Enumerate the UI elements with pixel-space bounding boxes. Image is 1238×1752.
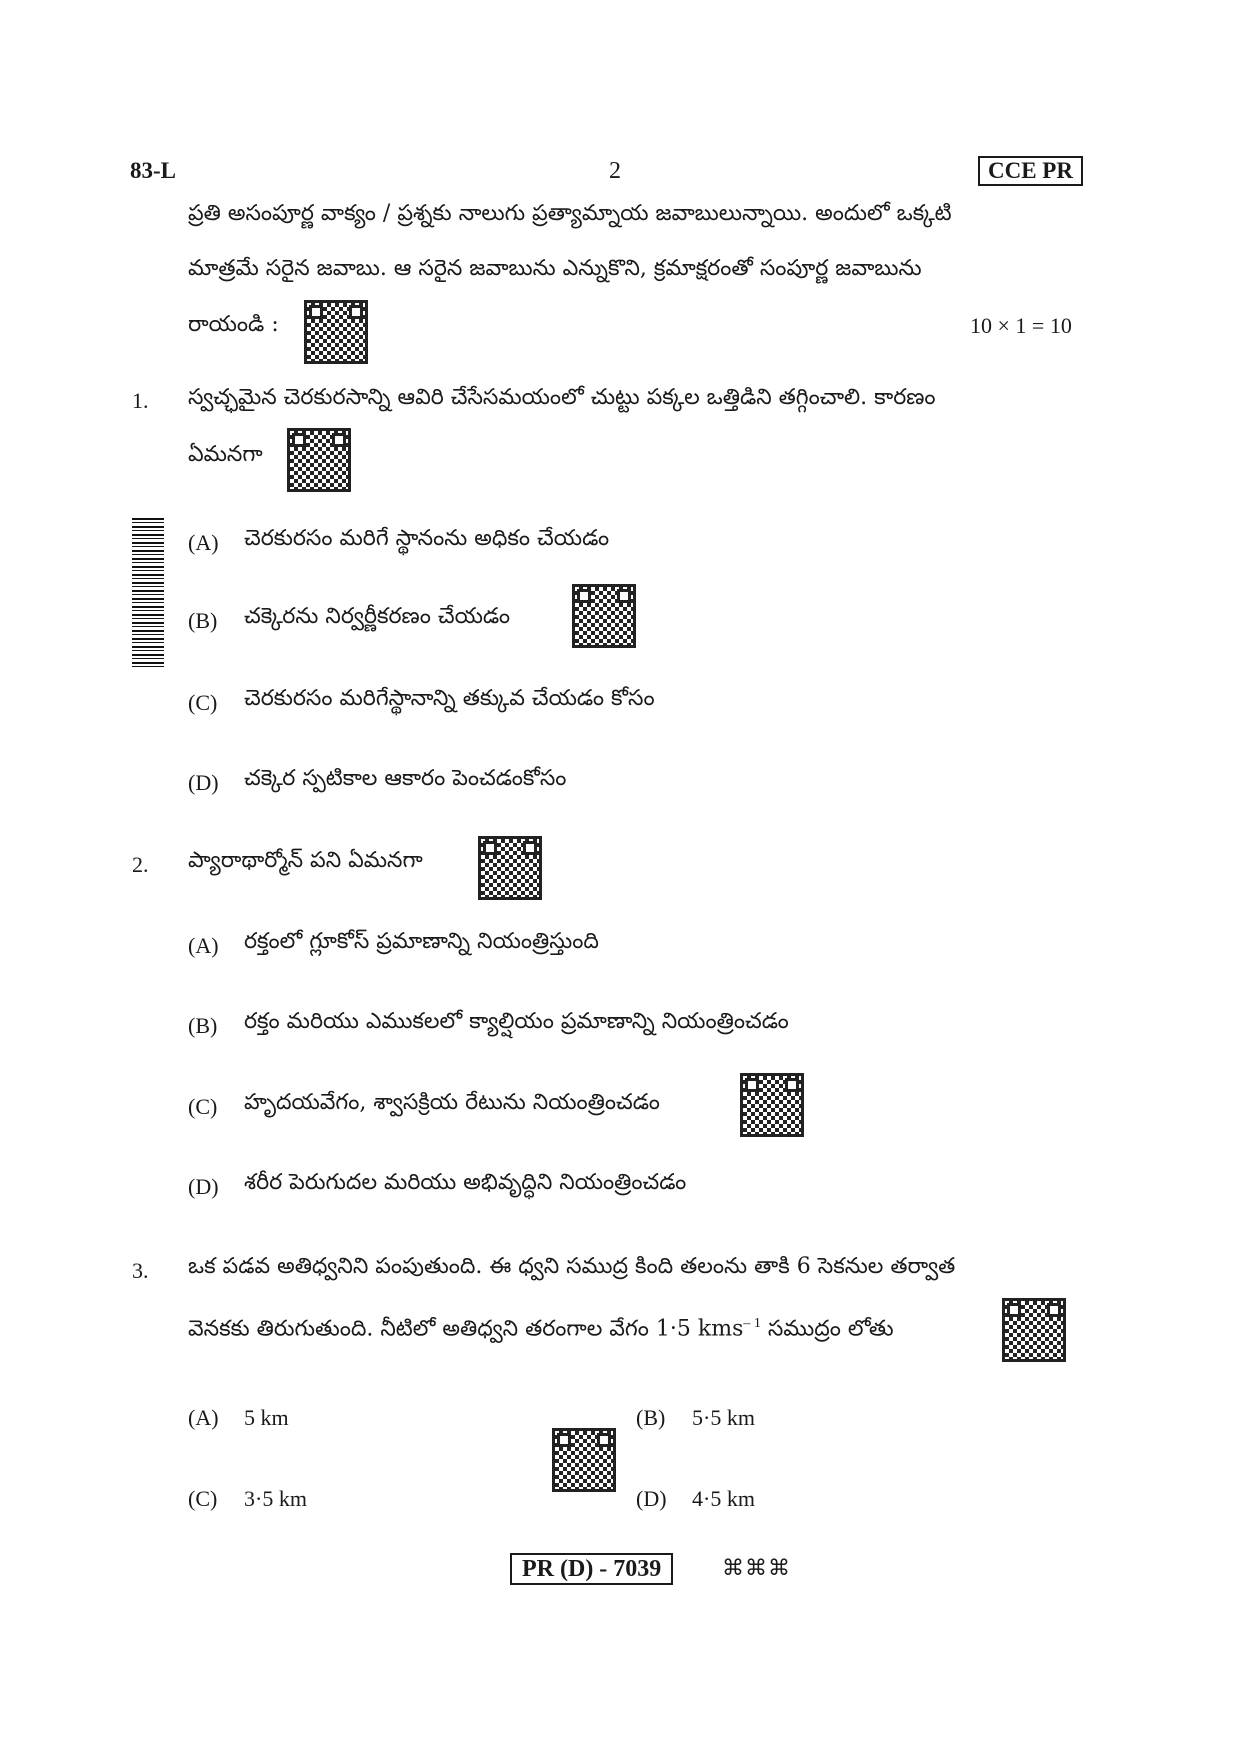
question-text-part: వెనకకు తిరుగుతుంది. నీటిలో అతిధ్వని తరంగాల వేగం 1·5 kms	[188, 1316, 744, 1342]
question-number: 2.	[132, 852, 149, 877]
option-text: రక్తంలో గ్లూకోస్ ప్రమాణాన్ని నియంత్రిస్తుంది	[244, 929, 599, 954]
question-text: ఏమనగా	[188, 442, 263, 467]
qr-code-icon	[478, 836, 542, 900]
paper-serial-code: PR (D) - 7039	[510, 1553, 673, 1585]
qr-code-icon	[740, 1073, 804, 1137]
option-letter: (C)	[188, 690, 218, 715]
question-text: స్వచ్ఛమైన చెరకురసాన్ని ఆవిరి చేసేసమయంలో చుట్టు పక్కల ఒత్తిడిని తగ్గించాలి. కారణం	[188, 385, 936, 410]
option-text: 5 km	[244, 1405, 289, 1430]
ornament-icon: ⌘⌘⌘	[722, 1556, 791, 1581]
question-number: 1.	[132, 388, 149, 413]
option-letter: (B)	[188, 1013, 218, 1038]
option-text: చెరకురసం మరిగేస్థానాన్ని తక్కువ చేయడం కోసం	[244, 686, 655, 711]
instructions-line-3: రాయండి :	[188, 312, 279, 337]
qr-code-icon	[287, 428, 351, 492]
option-text: శరీర పెరుగుదల మరియు అభివృద్ధిని నియంత్రించడం	[244, 1170, 687, 1195]
option-letter: (A)	[188, 1405, 219, 1430]
qr-code-icon	[572, 584, 636, 648]
option-letter: (D)	[188, 770, 219, 795]
marks-allocation: 10 × 1 = 10	[970, 313, 1072, 338]
question-text: ఒక పడవ అతిధ్వనిని పంపుతుంది. ఈ ధ్వని సముద్ర కింది తలంను తాకి 6 సెకనుల తర్వాత	[188, 1254, 956, 1279]
question-text	[188, 1309, 894, 1344]
option-text: 4·5 km	[692, 1486, 755, 1511]
page-number: 2	[609, 158, 621, 184]
qr-code-icon	[552, 1428, 616, 1492]
question-text-part: సముద్రం లోతు	[767, 1316, 894, 1342]
option-text: 3·5 km	[244, 1486, 307, 1511]
option-letter: (B)	[188, 608, 218, 633]
option-letter: (A)	[188, 530, 219, 555]
option-text: రక్తం మరియు ఎముకలలో క్యాల్షియం ప్రమాణాన్ని నియంత్రించడం	[244, 1009, 789, 1034]
option-letter: (C)	[188, 1486, 218, 1511]
superscript: – 1	[743, 1316, 761, 1331]
option-text: 5·5 km	[692, 1405, 755, 1430]
instructions-line-1: ప్రతి అసంపూర్ణ వాక్యం / ప్రశ్నకు నాలుగు ప్రత్యామ్నాయ జవాబులున్నాయి. అందులో ఒక్కటి	[188, 201, 952, 226]
option-letter: (A)	[188, 933, 219, 958]
option-letter: (C)	[188, 1094, 218, 1119]
qr-code-icon	[1002, 1298, 1066, 1362]
option-text: హృదయవేగం, శ్వాసక్రియ రేటును నియంత్రించడం	[244, 1090, 660, 1115]
question-text: ప్యారాథార్మోన్ పని ఏమనగా	[188, 848, 423, 873]
option-letter: (D)	[188, 1174, 219, 1199]
option-text: చెరకురసం మరిగే స్థానంను అధికం చేయడం	[244, 526, 610, 551]
option-text: చక్కెర స్పటికాల ఆకారం పెంచడంకోసం	[244, 766, 567, 791]
option-letter: (D)	[636, 1486, 667, 1511]
qr-code-icon	[304, 300, 368, 364]
paper-code: 83-L	[130, 158, 176, 183]
instructions-line-2: మాత్రమే సరైన జవాబు. ఆ సరైన జవాబును ఎన్నుకొని, క్రమాక్షరంతో సంపూర్ణ జవాబును	[188, 256, 922, 281]
option-letter: (B)	[636, 1405, 666, 1430]
barcode-icon	[132, 518, 164, 668]
series-code: CCE PR	[978, 156, 1083, 186]
option-text: చక్కెరను నిర్వర్ణీకరణం చేయడం	[244, 604, 510, 629]
question-number: 3.	[132, 1258, 149, 1283]
